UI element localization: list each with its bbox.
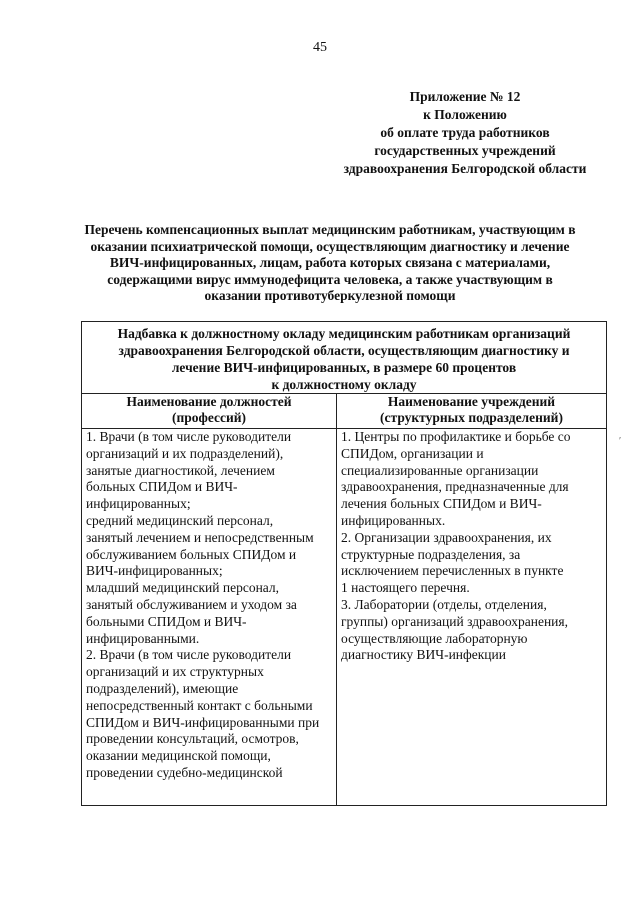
- cell-line: структурные подразделения, за: [341, 546, 521, 562]
- institutions-cell: [337, 429, 607, 806]
- page-number: 45: [313, 40, 327, 55]
- cell-line: СПИДом, организации и: [341, 445, 484, 461]
- appendix-line: Приложение № 12: [409, 89, 521, 104]
- appendix-line: здравоохранения Белгородской области: [343, 161, 587, 176]
- column-header-line: (структурных подразделений): [380, 410, 563, 425]
- cell-line: инфицированных;: [86, 496, 191, 512]
- table-header: [82, 322, 607, 394]
- cell-line: здравоохранения, предназначенные для: [341, 479, 569, 495]
- cell-line: СПИДом и ВИЧ-инфицированными при: [86, 714, 320, 730]
- cell-line: занятый обслуживанием и уходом за: [86, 596, 297, 612]
- column-header-institutions: [337, 394, 607, 429]
- cell-line: инфицированными.: [86, 630, 200, 646]
- column-header-line: (профессий): [171, 410, 247, 425]
- title-line: ВИЧ-инфицированных, лицам, работа которых связана с материалами,: [109, 255, 551, 270]
- cell-line: 1 настоящего перечня.: [341, 580, 470, 596]
- cell-line: младший медицинский персонал,: [86, 580, 280, 596]
- cell-line: проведении судебно-медицинской: [86, 764, 283, 780]
- appendix-line: к Положению: [423, 107, 507, 122]
- cell-line: организаций и их подразделений),: [86, 445, 284, 461]
- cell-line: 2. Организации здравоохранения, их: [341, 529, 552, 545]
- title-line: оказании психиатрической помощи, осуществляющим диагностику и лечение: [90, 238, 570, 254]
- cell-line: организаций и их структурных: [86, 664, 264, 680]
- allowance-table: [81, 321, 607, 806]
- column-header-positions: [82, 394, 337, 429]
- cell-line: инфицированных.: [341, 512, 446, 528]
- cell-line: 2. Врачи (в том числе руководители: [86, 647, 292, 663]
- cell-line: специализированные организации: [341, 462, 539, 478]
- cell-line: подразделений), имеющие: [86, 680, 239, 696]
- table-header-line: Надбавка к должностному окладу медицинским работникам организаций: [117, 326, 571, 341]
- cell-line: обслуживанием больных СПИДом и: [86, 546, 297, 562]
- cell-line: ВИЧ-инфицированных;: [86, 563, 223, 579]
- appendix-line: об оплате труда работников: [380, 125, 550, 140]
- cell-line: занятые диагностикой, лечением: [86, 462, 275, 478]
- positions-cell: [82, 429, 337, 806]
- cell-line: непосредственный контакт с больными: [86, 697, 313, 713]
- cell-line: оказании медицинской помощи,: [86, 748, 271, 764]
- column-header-line: Наименование учреждений: [387, 394, 556, 409]
- cell-line: проведении консультаций, осмотров,: [86, 731, 299, 747]
- appendix-block: [300, 88, 630, 178]
- cell-line: 1. Врачи (в том числе руководители: [86, 429, 292, 444]
- cell-line: 3. Лаборатории (отделы, отделения,: [341, 596, 547, 612]
- appendix-line: государственных учреждений: [374, 143, 556, 158]
- cell-line: осуществляющие лабораторную: [341, 630, 528, 646]
- table-header-line: здравоохранения Белгородской области, осуществляющим диагностику и: [118, 343, 570, 358]
- document-title: [70, 222, 590, 305]
- cell-line: 1. Центры по профилактике и борьбе со: [341, 429, 571, 444]
- title-line: оказании противотуберкулезной помощи: [204, 288, 456, 303]
- cell-line: диагностику ВИЧ-инфекции: [341, 647, 506, 663]
- cell-line: группы) организаций здравоохранения,: [341, 613, 568, 629]
- cell-line: больных СПИДом и ВИЧ-: [86, 479, 238, 495]
- title-line: содержащими вирус иммунодефицита человека, а также участвующим в: [107, 271, 553, 287]
- cell-line: лечения больных СПИДом и ВИЧ-: [341, 496, 542, 512]
- column-header-line: Наименование должностей: [126, 394, 292, 409]
- cell-line: занятый лечением и непосредственным: [86, 529, 314, 545]
- cell-line: средний медицинский персонал,: [86, 512, 274, 528]
- scan-margin-mark: ′: [619, 436, 622, 447]
- title-line: Перечень компенсационных выплат медицинским работникам, участвующим в: [84, 222, 576, 237]
- cell-line: больными СПИДом и ВИЧ-: [86, 613, 247, 629]
- cell-line: исключением перечисленных в пункте: [341, 563, 564, 579]
- table-header-line: лечение ВИЧ-инфицированных, в размере 60 процентов: [171, 360, 517, 375]
- table-header-line: к должностному окладу: [271, 377, 417, 392]
